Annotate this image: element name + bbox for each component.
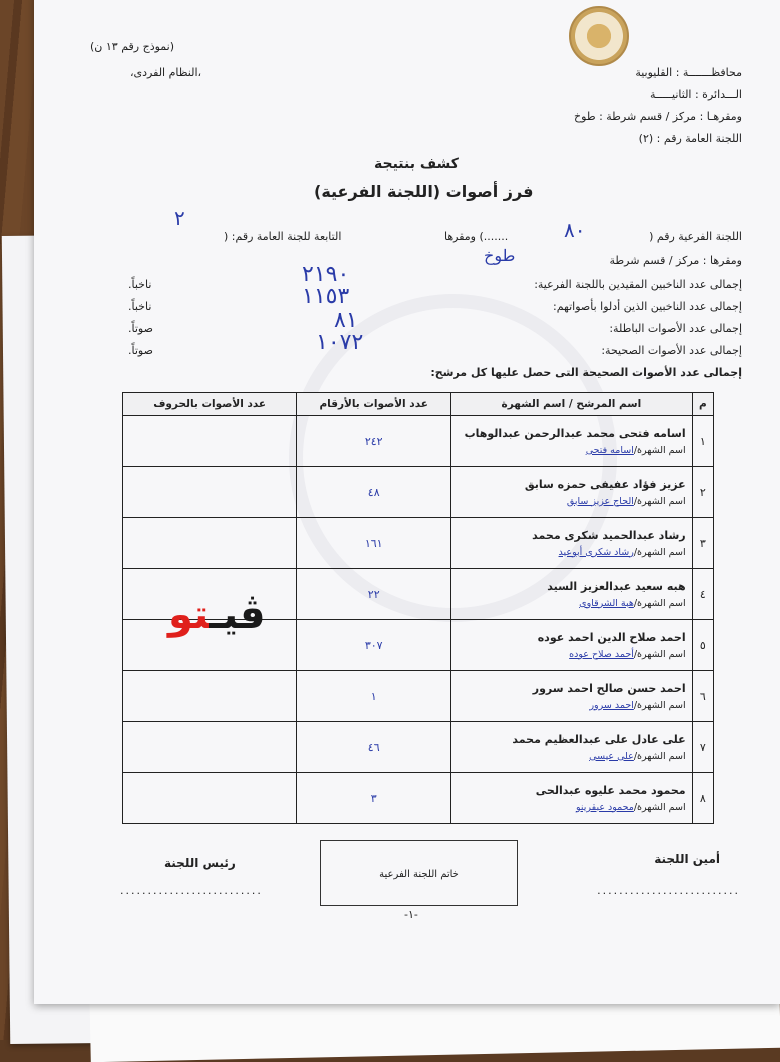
voted-unit: ناخباً. xyxy=(128,300,152,313)
alias-prefix: اسم الشهرة/ xyxy=(633,444,686,456)
candidate-name: هبه سعيد عبدالعزيز السيد xyxy=(547,579,686,593)
candidate-cell xyxy=(451,569,692,620)
candidate-alias-line xyxy=(451,700,685,711)
page-title: فرز أصوات (اللجنة الفرعية) xyxy=(314,182,534,201)
votes-digits: ١ xyxy=(297,671,451,722)
candidate-alias-line xyxy=(451,649,685,660)
alias-prefix: اسم الشهرة/ xyxy=(633,495,686,507)
candidate-alias-line xyxy=(451,445,685,456)
row-index: ٤ xyxy=(692,569,713,620)
invalid-value: ٨١ xyxy=(334,308,358,333)
seat: ومقرهـا : مركز / قسم شرطة : طوخ xyxy=(574,110,742,123)
candidate-alias: رشاد شكرى أبوعيد xyxy=(558,546,634,558)
governorate: محافظـــــــة : القليوبية xyxy=(635,66,742,79)
logo-text-a: ڤيـ xyxy=(209,592,266,638)
candidate-cell xyxy=(451,467,692,518)
table-intro: إجمالى عدد الأصوات الصحيحة التى حصل عليها كل مرشح: xyxy=(430,366,742,379)
voted-label: إجمالى عدد الناخبين الذين أدلوا بأصواتهم: xyxy=(552,300,742,313)
table-row xyxy=(123,722,714,773)
candidate-cell xyxy=(451,773,692,824)
candidate-cell xyxy=(451,416,692,467)
secretary-label: أمين اللجنة xyxy=(654,852,720,866)
title-line1: كشف بنتيجة xyxy=(374,156,459,172)
belongs-label: التابعة للجنة العامة رقم: ( xyxy=(224,230,342,243)
candidate-alias: محمود عبقرينو xyxy=(575,801,634,813)
valid-label: إجمالى عدد الأصوات الصحيحة: xyxy=(601,344,742,357)
candidate-name: عزيز فؤاد عفيفى حمزه سابق xyxy=(524,477,686,491)
header-votes-words: عدد الأصوات بالحروف xyxy=(123,393,297,416)
candidate-alias-line xyxy=(451,598,685,609)
candidate-alias-line xyxy=(451,751,685,762)
votes-words xyxy=(123,722,297,773)
table-row xyxy=(123,671,714,722)
candidate-alias: هبة الشرقاوى xyxy=(579,597,634,609)
head-label: رئيس اللجنة xyxy=(164,856,236,870)
alias-prefix: اسم الشهرة/ xyxy=(633,648,686,660)
candidate-cell xyxy=(451,671,692,722)
row-index: ٢ xyxy=(692,467,713,518)
valid-unit: صوتاً. xyxy=(128,344,153,357)
votes-words xyxy=(123,416,297,467)
candidate-name: رشاد عبدالحميد شكرى محمد xyxy=(532,528,686,542)
election-authority-seal-icon xyxy=(569,6,629,66)
electoral-system: ،النظام الفردى، xyxy=(130,66,202,79)
table-header-row xyxy=(123,393,714,416)
valid-value: ١٠٧٢ xyxy=(316,330,364,355)
header-votes-digits: عدد الأصوات بالأرقام xyxy=(297,393,451,416)
row-index: ٥ xyxy=(692,620,713,671)
votes-words xyxy=(123,671,297,722)
row-index: ٧ xyxy=(692,722,713,773)
candidate-cell xyxy=(451,518,692,569)
site-watermark-logo xyxy=(168,592,266,638)
candidate-alias: الحاج عزيز سابق xyxy=(566,495,634,507)
sub-committee-value: ٨٠ xyxy=(564,218,586,242)
alias-prefix: اسم الشهرة/ xyxy=(633,546,686,558)
votes-digits: ٢٢ xyxy=(297,569,451,620)
candidate-alias: أحمد صلاح عوده xyxy=(569,648,634,660)
result-sheet xyxy=(34,0,780,1004)
row-index: ١ xyxy=(692,416,713,467)
candidate-name: اسامه فتحى محمد عبدالرحمن عبدالوهاب xyxy=(464,426,686,440)
candidate-alias: اسامه فتحى xyxy=(585,444,634,456)
candidate-alias: على عيسى xyxy=(589,750,634,762)
candidate-name: احمد صلاح الدين احمد عوده xyxy=(537,630,686,644)
seat-label: .......) ومقرها xyxy=(444,230,509,243)
seat-line-value: طوخ xyxy=(484,246,516,265)
header-candidate-name: اسم المرشح / اسم الشهرة xyxy=(451,393,692,416)
alias-prefix: اسم الشهرة/ xyxy=(633,750,686,762)
candidate-alias-line xyxy=(451,547,685,558)
logo-text-b: تو xyxy=(168,592,210,638)
district: الـــدائرة : الثانيـــــة xyxy=(650,88,742,101)
alias-prefix: اسم الشهرة/ xyxy=(633,597,686,609)
seat-line: ومقرها : مركز / قسم شرطة xyxy=(609,254,742,267)
head-signature-line: .......................... xyxy=(120,884,263,897)
candidate-cell xyxy=(451,620,692,671)
candidate-alias-line xyxy=(451,802,685,813)
alias-prefix: اسم الشهرة/ xyxy=(633,699,686,711)
row-index: ٣ xyxy=(692,518,713,569)
candidate-name: محمود محمد عليوه عبدالحى xyxy=(535,783,686,797)
table-row xyxy=(123,416,714,467)
form-number: (نموذج رقم ١٣ ن) xyxy=(90,40,174,53)
candidate-alias-line xyxy=(451,496,685,507)
stamp-label: خاتم اللجنة الفرعية xyxy=(379,869,459,880)
secretary-signature-line: .......................... xyxy=(597,884,740,897)
votes-digits: ٣ xyxy=(297,773,451,824)
voted-value: ١١٥٣ xyxy=(302,284,350,309)
table-row xyxy=(123,467,714,518)
candidate-name: على عادل على عبدالعظيم محمد xyxy=(512,732,686,746)
row-index: ٦ xyxy=(692,671,713,722)
invalid-label: إجمالى عدد الأصوات الباطلة: xyxy=(609,322,742,335)
registered-value: ٢١٩٠ xyxy=(302,262,350,287)
row-index: ٨ xyxy=(692,773,713,824)
votes-digits: ٢٤٢ xyxy=(297,416,451,467)
votes-words xyxy=(123,518,297,569)
page-number: -١- xyxy=(404,908,418,921)
sub-committee-label: اللجنة الفرعية رقم ( xyxy=(649,230,742,243)
registered-label: إجمالى عدد الناخبين المقيدين باللجنة الفرعية: xyxy=(534,278,742,291)
header-index: م xyxy=(692,393,713,416)
votes-digits: ١٦١ xyxy=(297,518,451,569)
invalid-unit: صوتاً. xyxy=(128,322,153,335)
candidate-cell xyxy=(451,722,692,773)
candidate-name: احمد حسن صالح احمد سرور xyxy=(532,681,686,695)
belongs-value: ٢ xyxy=(174,206,185,230)
votes-words xyxy=(123,773,297,824)
votes-digits: ٤٦ xyxy=(297,722,451,773)
votes-digits: ٣٠٧ xyxy=(297,620,451,671)
alias-prefix: اسم الشهرة/ xyxy=(633,801,686,813)
committee-stamp-box xyxy=(320,840,518,906)
votes-words xyxy=(123,467,297,518)
votes-digits: ٤٨ xyxy=(297,467,451,518)
table-row xyxy=(123,773,714,824)
candidate-alias: احمد سرور xyxy=(589,699,634,711)
registered-unit: ناخباً. xyxy=(128,278,152,291)
table-row xyxy=(123,518,714,569)
general-committee: اللجنة العامة رقم : (٢) xyxy=(638,132,742,145)
